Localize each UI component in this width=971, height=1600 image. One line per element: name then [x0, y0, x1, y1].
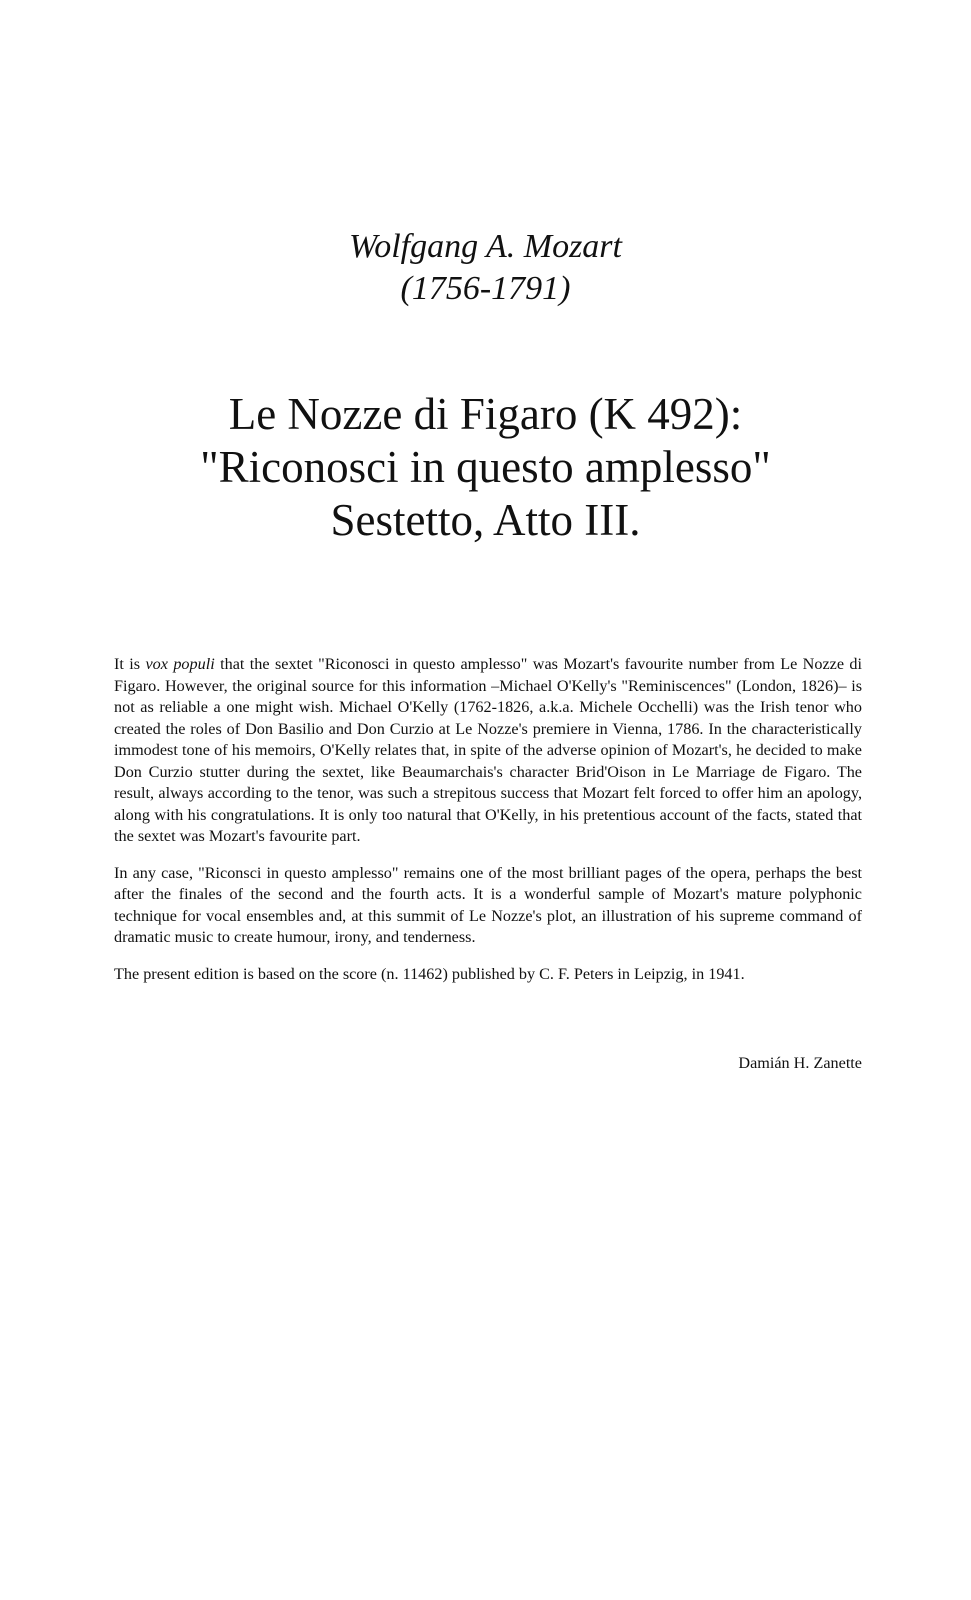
- composer-dates: (1756-1791): [400, 270, 571, 307]
- paragraph-1-start: It is: [114, 655, 146, 673]
- work-title: [0, 388, 971, 547]
- composer-name: Wolfgang A. Mozart: [349, 228, 622, 265]
- author-signature: Damián H. Zanette: [738, 1054, 862, 1072]
- paragraph-1: [114, 654, 862, 848]
- paragraph-1-rest: that the sextet "Riconosci in questo amplesso" was Mozart's favourite number from Le Nozze di Figaro. However, the original source for this information –Michael O'Kelly's "Reminiscences" (London, 1826)– is not as reliable a one might wish. Michael O'Kelly (1762-1826, a.k.a. Michele Occhelli) was the Irish tenor who created the roles of Don Basilio and Don Curzio at Le Nozze's premiere in Vienna, 1786. In the characteristically immodest tone of his memoirs, O'Kelly relates that, in spite of the adverse opinion of Mozart's, he decided to make Don Curzio stutter during the sextet, like Beaumarchais's character Brid'Oison in Le Marriage de Figaro. The result, always according to the tenor, was such a strepitous success that Mozart felt forced to offer him an apology, along with his congratulations. It is only too natural that O'Kelly, in his pretentious account of the facts, stated that the sextet was Mozart's favourite part.: [114, 655, 862, 845]
- work-title-line-3: Sestetto, Atto III.: [330, 495, 641, 545]
- composer-heading: [0, 226, 971, 310]
- paragraph-3: The present edition is based on the score (n. 11462) published by C. F. Peters in Leipzig, in 1941.: [114, 964, 745, 983]
- body-text: [114, 654, 862, 1000]
- paragraph-1-italic: vox populi: [145, 655, 215, 673]
- paragraph-2: In any case, "Riconsci in questo amplesso" remains one of the most brilliant pages of the opera, perhaps the best after the finales of the second and the fourth acts. It is a wonderful sample of Mozart's mature polyphonic technique for vocal ensembles and, at this summit of Le Nozze's plot, an illustration of his supreme command of dramatic music to create humour, irony, and tenderness.: [114, 863, 862, 946]
- work-title-line-1: Le Nozze di Figaro (K 492):: [228, 389, 743, 439]
- work-title-line-2: "Riconosci in questo amplesso": [200, 442, 771, 492]
